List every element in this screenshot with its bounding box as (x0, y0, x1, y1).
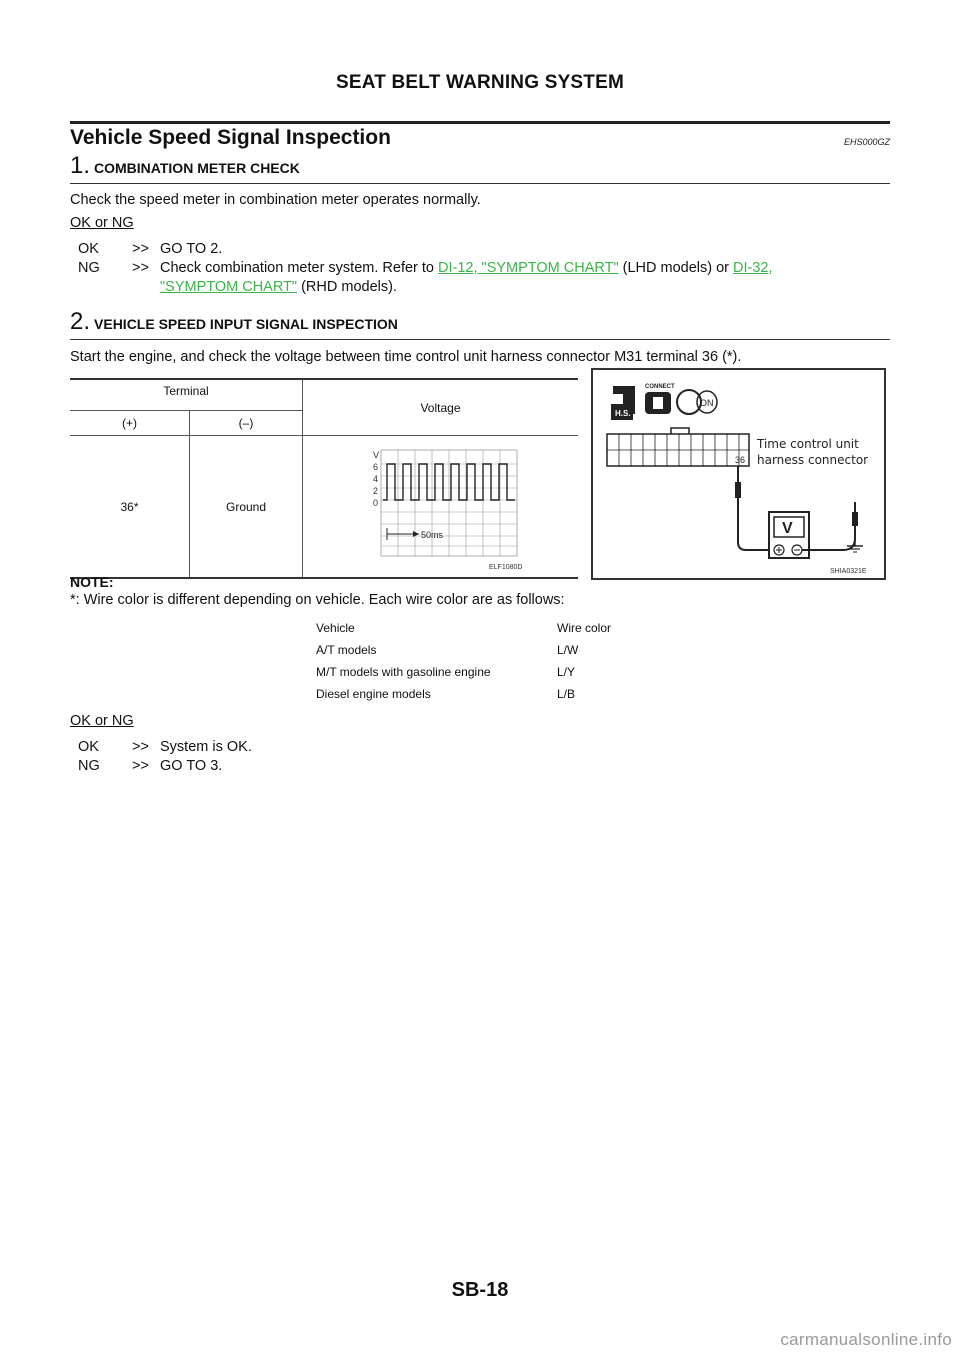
wire-color-cell: L/Y (557, 665, 576, 679)
terminal-36-label: 36 (735, 455, 746, 465)
y-tick-2: 2 (373, 486, 379, 496)
step-1-rule (70, 183, 890, 184)
arrow: >> (132, 260, 149, 276)
vehicle-cell: Diesel engine models (316, 687, 431, 701)
note-text: *: Wire color is different depending on vehicle. Each wire color are as follows: (70, 592, 565, 608)
terminal-header: Terminal (70, 379, 303, 411)
step-1-ng-option (78, 259, 773, 278)
vehicle-header: Vehicle (316, 621, 355, 635)
step-2-title: VEHICLE SPEED INPUT SIGNAL INSPECTION (94, 316, 398, 332)
link-di-32[interactable]: DI-32, (733, 260, 773, 276)
table-row (316, 683, 611, 705)
waveform-grid (381, 450, 517, 556)
note-heading: NOTE: (70, 574, 114, 590)
cell-plus-terminal: 36* (70, 436, 190, 579)
voltage-header: Voltage (303, 379, 579, 436)
step-1-ok-option (78, 240, 222, 259)
ignition-key-icon (677, 390, 717, 414)
waveform-graph (303, 436, 578, 577)
step-2-rule (70, 339, 890, 340)
arrow: >> (132, 241, 149, 257)
step-2-ok-or-ng: OK or NG (70, 713, 134, 729)
step-1-text: Check the speed meter in combination meter operates normally. (70, 192, 481, 208)
probe-wire-ground (802, 502, 858, 550)
step-1-number: 1. (70, 152, 91, 179)
ng-text-pre: Check combination meter system. Refer to (160, 260, 439, 276)
ok-text: System is OK. (160, 739, 252, 755)
step-2-heading (70, 308, 398, 336)
connector-diagram (593, 370, 884, 578)
cell-waveform (303, 436, 579, 579)
waveform-code: ELF1080D (489, 564, 523, 571)
wire-color-header-row (316, 617, 611, 639)
ok-key: OK (78, 739, 99, 755)
header-rule (70, 121, 890, 124)
ng-text: GO TO 3. (160, 758, 223, 774)
voltage-table (70, 378, 578, 579)
link-di-32-symptom-chart[interactable]: "SYMPTOM CHART" (160, 279, 298, 295)
connector-label-line1: Time control unit (757, 437, 859, 451)
wire-color-cell: L/W (557, 643, 579, 657)
vehicle-cell: A/T models (316, 643, 377, 657)
voltmeter-label: V (782, 520, 793, 537)
step-2-number: 2. (70, 308, 91, 335)
harness-connector (607, 428, 749, 466)
ng-key: NG (78, 758, 100, 774)
wire-color-header: Wire color (557, 621, 612, 635)
hs-icon (611, 386, 635, 420)
connect-label: CONNECT (645, 384, 675, 390)
plus-header: (+) (70, 411, 190, 436)
step-1-ok-or-ng: OK or NG (70, 215, 134, 231)
hs-label: H.S. (615, 409, 631, 418)
ng-text-post: (RHD models). (297, 279, 397, 295)
ng-text-mid: (LHD models) or (618, 260, 734, 276)
waveform-v-label: V (373, 450, 380, 460)
step-1-heading (70, 152, 300, 180)
step-1-title: COMBINATION METER CHECK (94, 160, 300, 176)
ok-key: OK (78, 241, 99, 257)
step-2-ng-option (78, 757, 222, 776)
step-2-ok-option (78, 738, 252, 757)
arrow: >> (132, 758, 149, 774)
section-code: EHS000GZ (843, 137, 890, 147)
ok-text: GO TO 2. (160, 241, 223, 257)
step-1-ng-option-cont (160, 278, 397, 297)
table-row (316, 661, 611, 683)
table-row (316, 639, 611, 661)
link-di-12-symptom-chart[interactable]: DI-12, "SYMPTOM CHART" (438, 260, 619, 276)
voltmeter (769, 512, 809, 558)
wire-color-cell: L/B (557, 687, 576, 701)
period-label: 50ms (421, 530, 444, 540)
figure-code: SHIA0321E (830, 568, 867, 575)
wire-color-table (316, 617, 611, 705)
connect-icon (645, 384, 675, 414)
period-marker (387, 528, 419, 540)
on-label: ON (700, 398, 714, 408)
cell-minus-ground: Ground (190, 436, 303, 579)
connector-label-line2: harness connector (757, 453, 869, 467)
y-tick-6: 6 (373, 462, 379, 472)
section-title: Vehicle Speed Signal Inspection (70, 126, 391, 149)
y-tick-0: 0 (373, 498, 379, 508)
vehicle-cell: M/T models with gasoline engine (316, 665, 491, 679)
y-tick-4: 4 (373, 474, 379, 484)
connector-figure (591, 368, 886, 580)
ng-key: NG (78, 260, 100, 276)
step-2-text: Start the engine, and check the voltage between time control unit harness connector M31 terminal 36 (*). (70, 349, 742, 365)
watermark: carmanualsonline.info (780, 1330, 952, 1349)
page-number: SB-18 (451, 1279, 509, 1301)
arrow: >> (132, 739, 149, 755)
minus-header: (–) (190, 411, 303, 436)
page-header: SEAT BELT WARNING SYSTEM (335, 72, 625, 93)
